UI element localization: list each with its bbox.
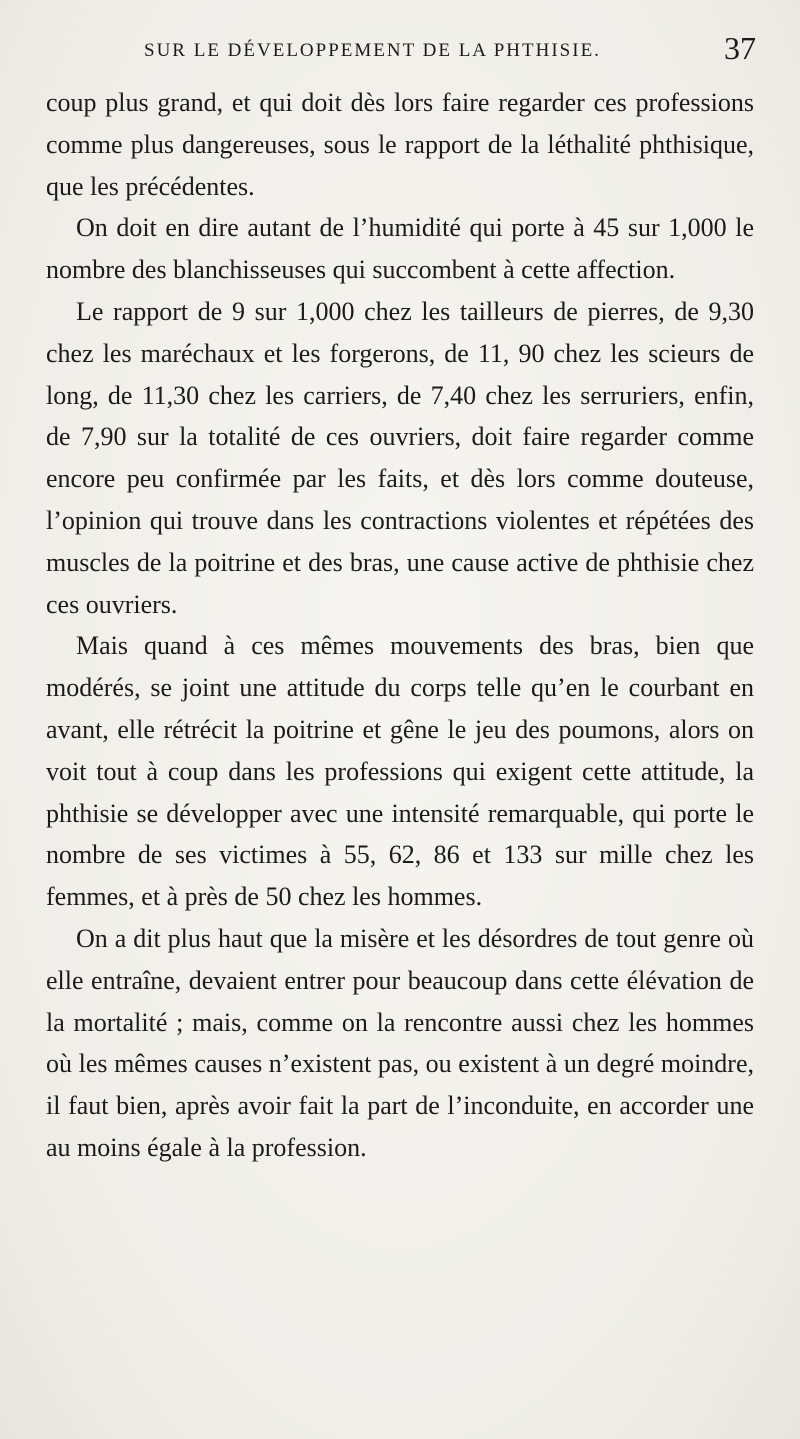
page-number: 37 xyxy=(724,30,756,66)
paragraph-continued: coup plus grand, et qui doit dès lors faire regarder ces professions comme plus dangereuses, sous le rapport de la léthalité phthisique, que les précédentes. xyxy=(46,88,754,201)
running-head xyxy=(46,30,756,74)
running-head-title: SUR LE DÉVELOPPEMENT DE LA PHTHISIE. xyxy=(144,40,601,61)
paragraph-posture: Mais quand à ces mêmes mouvements des bras, bien que modérés, se joint une attitude du corps telle qu’en le courbant en avant, elle rétrécit la poitrine et gêne le jeu des poumons, alors on voit tout à coup dans les professions qui exigent cette attitude, la phthisie se développer avec une intensité remarquable, qui porte le nombre de ses victimes à 55, 62, 86 et 133 sur mille chez les femmes, et à près de 50 chez les hommes. xyxy=(46,631,754,912)
body-text xyxy=(46,82,754,1169)
paragraph-humidity: On doit en dire autant de l’humidité qui porte à 45 sur 1,000 le nombre des blanchisseuses qui succombent à cette affection. xyxy=(46,213,754,285)
paragraph-workers-ratio: Le rapport de 9 sur 1,000 chez les tailleurs de pierres, de 9,30 chez les maréchaux et les forgerons, de 11, 90 chez les scieurs de long, de 11,30 chez les carriers, de 7,40 chez les serruriers, enfin, de 7,90 sur la totalité de ces ouvriers, doit faire regarder comme encore peu confirmée par les faits, et dès lors comme douteuse, l’opinion qui trouve dans les contractions violentes et répétées des muscles de la poitrine et des bras, une cause active de phthisie chez ces ouvriers. xyxy=(46,296,754,619)
paragraph-misery: On a dit plus haut que la misère et les désordres de tout genre où elle entraîne, devaient entrer pour beaucoup dans cette élévation de la mortalité ; mais, comme on la rencontre aussi chez les hommes où les mêmes causes n’existent pas, ou existent à un degré moindre, il faut bien, après avoir fait la part de l’inconduite, en accorder une au moins égale à la profession. xyxy=(46,923,754,1162)
